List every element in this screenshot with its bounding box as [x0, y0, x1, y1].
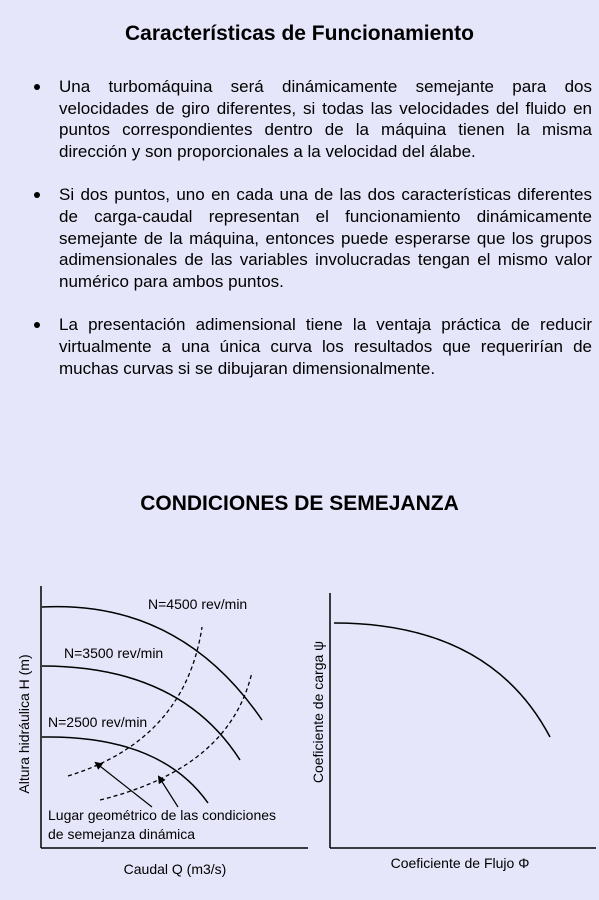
bullet-item: Si dos puntos, uno en cada una de las dos características diferentes de carga-caudal representan el funcionamiento dinámicamente semejante de la máquina, entonces puede esperarse que los grupos adimensionales de las variables involucradas tengan el mismo valor numérico para ambos puntos.	[32, 184, 592, 292]
bullet-item: La presentación adimensional tiene la ventaja práctica de reducir virtualmente a una única curva los resultados que requerirían de muchas curvas si se dibujaran dimensionalmente.	[32, 314, 592, 379]
annotation-arrow	[96, 763, 152, 807]
bullet-list	[32, 76, 592, 401]
section-title: CONDICIONES DE SEMEJANZA	[140, 492, 459, 515]
left-chart	[16, 586, 308, 877]
dimensionless-curve	[334, 623, 550, 737]
curve-n2500	[42, 737, 208, 803]
curve-label-n2500: N=2500 rev/min	[48, 714, 148, 730]
curve-n4500	[42, 607, 262, 720]
annotation-text: Lugar geométrico de las condiciones	[48, 807, 277, 823]
left-y-axis-label: Altura hidráulica H (m)	[16, 654, 32, 794]
right-y-axis-label: Coeficiente de carga ψ	[310, 640, 326, 784]
similarity-locus-2	[100, 672, 252, 800]
page-title: Características de Funcionamiento	[125, 22, 474, 45]
curve-label-n4500: N=4500 rev/min	[148, 596, 248, 612]
curve-n3500	[42, 666, 240, 760]
right-chart	[310, 593, 596, 871]
annotation-arrow	[159, 777, 178, 807]
left-x-axis-label: Caudal Q (m3/s)	[123, 861, 227, 877]
right-x-axis-label: Coeficiente de Flujo Φ	[390, 855, 530, 871]
bullet-item: Una turbomáquina será dinámicamente semejante para dos velocidades de giro diferentes, si todas las velocidades del fluido en puntos correspondientes dentro de la máquina tienen la misma dirección y son proporcionales a la velocidad del álabe.	[32, 76, 592, 162]
similarity-figure	[0, 560, 599, 900]
annotation-text: de semejanza dinámica	[48, 826, 196, 842]
curve-label-n3500: N=3500 rev/min	[64, 645, 164, 661]
